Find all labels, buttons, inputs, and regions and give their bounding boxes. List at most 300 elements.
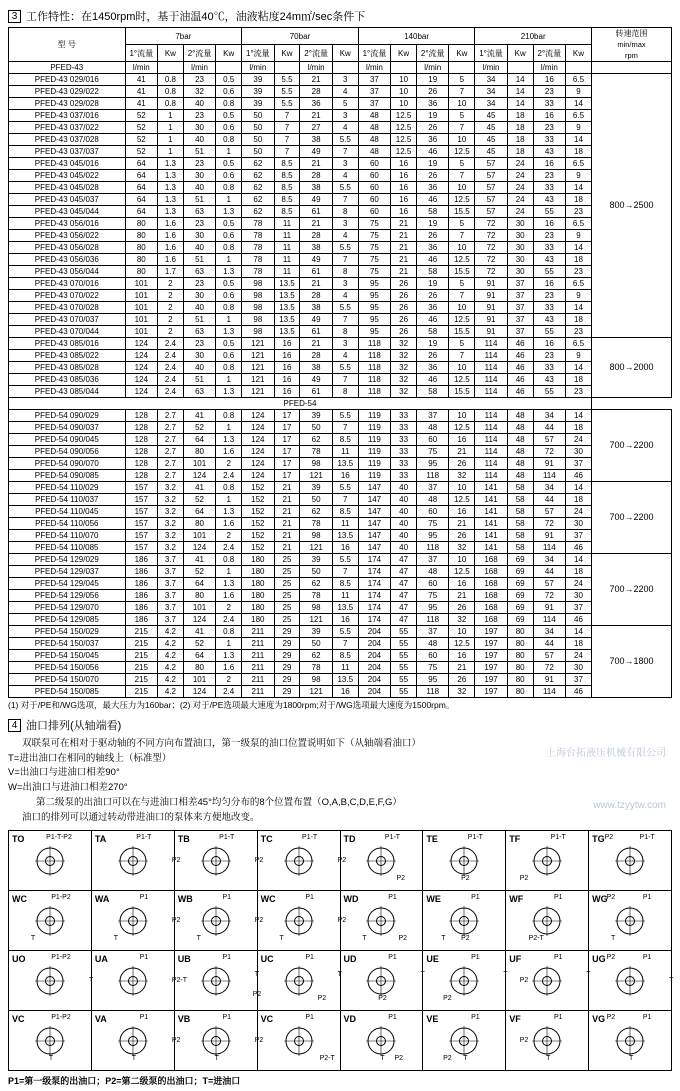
- cell-value: 51: [183, 374, 215, 386]
- cell-value: 61: [300, 266, 332, 278]
- cell-value: 37: [566, 458, 592, 470]
- cell-value: 78: [242, 230, 274, 242]
- cell-value: 15.5: [449, 206, 475, 218]
- cell-value: 14: [566, 362, 592, 374]
- cell-model: PFED-54 150/045: [9, 650, 126, 662]
- port-dial-icon: [282, 844, 316, 878]
- port-code: WC: [260, 894, 276, 905]
- cell-value: 1.3: [216, 434, 242, 446]
- table-row: [9, 434, 672, 446]
- speed-range-unit: min/max: [617, 40, 646, 49]
- cell-value: 46: [507, 338, 533, 350]
- cell-value: 25: [274, 590, 300, 602]
- cell-value: 57: [533, 506, 565, 518]
- cell-value: 61: [300, 206, 332, 218]
- table-row: [9, 122, 672, 134]
- cell-value: 23: [183, 74, 215, 86]
- col-group-210bar: 210bar: [475, 28, 592, 45]
- table-row: [9, 602, 672, 614]
- cell-value: 58: [417, 326, 449, 338]
- cell-value: 46: [417, 374, 449, 386]
- port-dial-icon: [530, 904, 564, 938]
- cell-value: 23: [566, 206, 592, 218]
- cell-model: PFED-43 037/022: [9, 122, 126, 134]
- cell-value: 21: [391, 218, 417, 230]
- cell-value: 48: [358, 110, 390, 122]
- port-dial-icon: [282, 964, 316, 998]
- port-label: T: [610, 935, 616, 943]
- cell-value: 39: [242, 86, 274, 98]
- cell-value: 21: [449, 590, 475, 602]
- port-row: [9, 831, 672, 891]
- cell-value: 23: [183, 338, 215, 350]
- cell-value: 46: [507, 362, 533, 374]
- cell-value: 12.5: [391, 146, 417, 158]
- cell-value: 72: [533, 518, 565, 530]
- cell-value: 0.8: [216, 410, 242, 422]
- table-row: [9, 278, 672, 290]
- table-row: [9, 398, 672, 410]
- cell-value: 32: [449, 542, 475, 554]
- cell-value: 114: [475, 374, 507, 386]
- cell-value: 121: [242, 338, 274, 350]
- port-dial-icon: [364, 904, 398, 938]
- port-label: P1-T-P2: [46, 834, 72, 842]
- cell-value: 64: [183, 578, 215, 590]
- cell-value: 186: [125, 602, 157, 614]
- port-code: WA: [94, 894, 110, 905]
- cell-value: 11: [274, 218, 300, 230]
- cell-value: 36: [417, 362, 449, 374]
- cell-value: 21: [391, 254, 417, 266]
- cell-value: 26: [391, 314, 417, 326]
- cell-value: 13.5: [332, 530, 358, 542]
- port-dial-icon: [447, 844, 481, 878]
- cell-value: 19: [417, 74, 449, 86]
- cell-value: 30: [507, 254, 533, 266]
- port-cell-vg: [589, 1011, 672, 1071]
- cell-value: 7: [332, 254, 358, 266]
- port-label: P1: [642, 1014, 652, 1022]
- port-label: P1-T: [219, 834, 235, 842]
- cell-value: 41: [125, 86, 157, 98]
- table-row: [9, 674, 672, 686]
- table-row: [9, 386, 672, 398]
- cell-value: 36: [417, 98, 449, 110]
- cell-value: 18: [507, 122, 533, 134]
- port-dial-icon: [447, 1024, 481, 1058]
- table-row: [9, 422, 672, 434]
- cell-value: 30: [507, 242, 533, 254]
- cell-model: PFED-43 070/044: [9, 326, 126, 338]
- port-label: P1-P2: [51, 954, 71, 962]
- cell-value: 91: [475, 278, 507, 290]
- col-group-140bar: 140bar: [358, 28, 475, 45]
- cell-value: 30: [566, 662, 592, 674]
- col-model: 型 号: [9, 28, 126, 62]
- cell-value: 0.6: [216, 86, 242, 98]
- cell-value: 57: [475, 206, 507, 218]
- cell-value: 29: [274, 662, 300, 674]
- cell-value: 8: [332, 326, 358, 338]
- cell-value: 80: [183, 662, 215, 674]
- cell-value: 80: [507, 638, 533, 650]
- cell-value: 1: [157, 146, 183, 158]
- table-row: [9, 86, 672, 98]
- cell-value: 12.5: [449, 254, 475, 266]
- cell-value: 16: [449, 578, 475, 590]
- cell-value: 124: [183, 542, 215, 554]
- cell-value: 26: [449, 602, 475, 614]
- cell-value: 58: [507, 542, 533, 554]
- cell-value: 16: [533, 74, 565, 86]
- port-desc-line-4: W=出油口与进油口相差270°: [8, 782, 128, 794]
- cell-value: 186: [125, 590, 157, 602]
- cell-value: 1: [157, 122, 183, 134]
- cell-value: 28: [300, 350, 332, 362]
- cell-value: 60: [358, 194, 390, 206]
- cell-value: 37: [417, 554, 449, 566]
- cell-value: 78: [300, 662, 332, 674]
- table-header-row-1: [9, 28, 672, 45]
- port-label: T: [420, 971, 425, 979]
- cell-value: 44: [533, 494, 565, 506]
- cell-value: 57: [475, 194, 507, 206]
- cell-value: 16: [533, 278, 565, 290]
- cell-value: 60: [358, 158, 390, 170]
- cell-value: 23: [533, 230, 565, 242]
- cell-value: 16: [391, 170, 417, 182]
- cell-value: 50: [242, 122, 274, 134]
- cell-value: 0.6: [216, 122, 242, 134]
- cell-value: 34: [475, 98, 507, 110]
- port-dial-icon: [33, 964, 67, 998]
- table-row: [9, 170, 672, 182]
- cell-value: 48: [507, 410, 533, 422]
- port-desc-line-2: T=进出油口在相同的轴线上（标准型）: [8, 752, 172, 764]
- cell-value: 46: [566, 542, 592, 554]
- cell-value: 52: [183, 494, 215, 506]
- cell-value: 7: [332, 194, 358, 206]
- port-label: P1: [642, 954, 652, 962]
- cell-value: 95: [358, 302, 390, 314]
- cell-value: 211: [242, 626, 274, 638]
- cell-value: 30: [183, 122, 215, 134]
- cell-value: 101: [125, 302, 157, 314]
- port-label: P2: [606, 894, 616, 902]
- cell-value: 1: [216, 494, 242, 506]
- cell-value: 19: [417, 218, 449, 230]
- port-legend: P1=第一级泵的出油口；P2=第二级泵的出油口；T=进油口: [8, 1076, 241, 1087]
- cell-value: 57: [475, 182, 507, 194]
- port-label: T: [380, 1055, 385, 1063]
- cell-value: 16: [274, 338, 300, 350]
- port-code: WF: [509, 894, 524, 905]
- cell-value: 52: [183, 422, 215, 434]
- port-cell-te: [423, 831, 506, 891]
- cell-value: 121: [242, 386, 274, 398]
- cell-value: 13.5: [274, 290, 300, 302]
- col-unit-0-1: [157, 62, 183, 74]
- cell-value: 38: [300, 362, 332, 374]
- cell-value: 40: [183, 302, 215, 314]
- port-label: P1: [471, 1014, 480, 1022]
- cell-value: 60: [358, 206, 390, 218]
- cell-value: 29: [274, 626, 300, 638]
- cell-model: PFED-54 110/085: [9, 542, 126, 554]
- cell-value: 14: [566, 242, 592, 254]
- col-group-7bar: 7bar: [125, 28, 242, 45]
- cell-value: 7: [332, 314, 358, 326]
- section-3-number: 3: [8, 10, 21, 23]
- cell-value: 17: [274, 470, 300, 482]
- col-sub-2-1: Kw: [391, 45, 417, 62]
- cell-value: 128: [125, 470, 157, 482]
- port-label: P2: [394, 1055, 404, 1063]
- cell-value: 38: [300, 242, 332, 254]
- cell-value: 124: [242, 470, 274, 482]
- cell-value: 5.5: [332, 554, 358, 566]
- cell-value: 9: [566, 170, 592, 182]
- cell-value: 157: [125, 494, 157, 506]
- cell-value: 50: [300, 422, 332, 434]
- cell-value: 95: [417, 530, 449, 542]
- port-label: T: [279, 935, 284, 943]
- cell-value: 95: [417, 458, 449, 470]
- port-code: UE: [426, 954, 439, 965]
- cell-value: 5.5: [332, 182, 358, 194]
- port-label: P1-T: [384, 834, 401, 842]
- cell-value: 5.5: [332, 242, 358, 254]
- port-label: P1: [388, 894, 397, 902]
- cell-value: 2.7: [157, 410, 183, 422]
- cell-model: PFED-43 085/028: [9, 362, 126, 374]
- cell-value: 0.8: [216, 182, 242, 194]
- cell-value: 64: [125, 194, 157, 206]
- cell-value: 21: [300, 338, 332, 350]
- cell-value: 25: [274, 554, 300, 566]
- cell-value: 26: [417, 170, 449, 182]
- cell-value: 118: [358, 374, 390, 386]
- port-dial-icon: [613, 844, 647, 878]
- cell-value: 101: [125, 326, 157, 338]
- col-sub-3-1: Kw: [507, 45, 533, 62]
- cell-value: 46: [417, 254, 449, 266]
- table-row: [9, 302, 672, 314]
- port-label: T: [463, 1055, 468, 1063]
- port-code: VB: [177, 1014, 191, 1025]
- cell-value: 40: [183, 182, 215, 194]
- cell-value: 91: [533, 458, 565, 470]
- cell-model: PFED-54 129/085: [9, 614, 126, 626]
- col-sub-2-0: 1°流量: [358, 45, 390, 62]
- section-4-title: 油口排列(从轴端看): [26, 720, 122, 733]
- cell-value: 37: [358, 98, 390, 110]
- cell-value: 128: [125, 434, 157, 446]
- cell-value: 3: [332, 158, 358, 170]
- cell-value: 211: [242, 638, 274, 650]
- cell-value: 2.4: [216, 470, 242, 482]
- cell-value: 121: [242, 374, 274, 386]
- col-sub-1-0: 1°流量: [242, 45, 274, 62]
- cell-value: 118: [358, 362, 390, 374]
- col-sub-1-2: 2°流量: [300, 45, 332, 62]
- cell-value: 19: [417, 278, 449, 290]
- cell-value: 16: [391, 158, 417, 170]
- cell-value: 30: [183, 170, 215, 182]
- port-label: P2: [519, 875, 529, 883]
- port-label: T: [214, 1055, 219, 1063]
- port-label: P2: [519, 1037, 529, 1045]
- cell-value: 75: [358, 266, 390, 278]
- cell-value: 37: [507, 314, 533, 326]
- cell-model: PFED-43 029/016: [9, 74, 126, 86]
- cell-value: 101: [183, 602, 215, 614]
- cell-value: 3.7: [157, 578, 183, 590]
- cell-value: 58: [417, 386, 449, 398]
- cell-value: 98: [300, 602, 332, 614]
- cell-value: 43: [533, 254, 565, 266]
- cell-value: 2: [216, 458, 242, 470]
- table-row: [9, 194, 672, 206]
- port-code: VG: [592, 1014, 606, 1025]
- cell-value: 7: [332, 638, 358, 650]
- port-label: P1: [222, 894, 232, 902]
- cell-value: 16: [274, 350, 300, 362]
- cell-value: 28: [300, 290, 332, 302]
- port-cell-uf: [506, 951, 589, 1011]
- cell-value: 5.5: [332, 302, 358, 314]
- cell-value: 32: [391, 362, 417, 374]
- cell-value: 33: [391, 458, 417, 470]
- port-code: UG: [592, 954, 606, 965]
- cell-value: 180: [242, 602, 274, 614]
- cell-value: 8.5: [274, 182, 300, 194]
- port-label: T: [362, 935, 367, 943]
- port-dial-icon: [282, 1024, 316, 1058]
- cell-value: 2: [157, 314, 183, 326]
- cell-value: 23: [566, 326, 592, 338]
- cell-value: 118: [358, 350, 390, 362]
- port-dial-icon: [613, 904, 647, 938]
- cell-value: 1: [157, 110, 183, 122]
- port-label: P2: [254, 1037, 264, 1045]
- port-label: P1-T: [467, 834, 483, 842]
- cell-value: 124: [242, 434, 274, 446]
- cell-value: 147: [358, 518, 390, 530]
- cell-value: 1.3: [216, 578, 242, 590]
- port-label: T: [30, 935, 36, 943]
- cell-value: 57: [533, 650, 565, 662]
- port-code: VC: [260, 1014, 274, 1025]
- port-code: TF: [509, 834, 521, 845]
- cell-value: 43: [533, 146, 565, 158]
- cell-value: 9: [566, 290, 592, 302]
- port-label: T: [196, 935, 201, 943]
- cell-value: 34: [533, 410, 565, 422]
- cell-value: 2.7: [157, 458, 183, 470]
- port-dial-icon: [33, 844, 67, 878]
- cell-value: 14: [566, 410, 592, 422]
- port-label: P2: [171, 917, 181, 925]
- cell-value: 204: [358, 686, 390, 698]
- cell-value: 10: [449, 626, 475, 638]
- port-desc-line-1: 双联泵可在相对于驱动轴的不同方向布置油口，第一级泵的油口位置说明如下（从轴端看油口）: [22, 738, 422, 750]
- cell-model: PFED-43 085/044: [9, 386, 126, 398]
- cell-model: PFED-54 090/045: [9, 434, 126, 446]
- cell-value: 55: [391, 662, 417, 674]
- cell-value: 62: [242, 158, 274, 170]
- cell-value: 5: [449, 218, 475, 230]
- col-group-70bar: 70bar: [242, 28, 359, 45]
- cell-value: 62: [300, 506, 332, 518]
- cell-value: 98: [242, 326, 274, 338]
- port-cell-we: [423, 891, 506, 951]
- cell-value: 17: [274, 422, 300, 434]
- cell-value: 51: [183, 194, 215, 206]
- cell-value: 118: [358, 386, 390, 398]
- cell-value: 8: [332, 386, 358, 398]
- cell-value: 25: [274, 614, 300, 626]
- table-row: [9, 518, 672, 530]
- cell-value: 15.5: [449, 386, 475, 398]
- col-sub-0-0: 1°流量: [125, 45, 157, 62]
- cell-value: 33: [533, 242, 565, 254]
- cell-value: 204: [358, 650, 390, 662]
- cell-value: 60: [417, 650, 449, 662]
- cell-value: 60: [417, 434, 449, 446]
- cell-value: 64: [125, 170, 157, 182]
- port-label: P1: [471, 954, 480, 962]
- port-code: TD: [343, 834, 356, 845]
- cell-value: 30: [507, 230, 533, 242]
- cell-value: 51: [183, 254, 215, 266]
- col-sub-0-2: 2°流量: [183, 45, 215, 62]
- table-row: [9, 542, 672, 554]
- cell-value: 1.3: [157, 158, 183, 170]
- cell-value: 101: [183, 458, 215, 470]
- cell-value: 124: [125, 386, 157, 398]
- cell-value: 18: [566, 146, 592, 158]
- port-cell-ub: [171, 951, 262, 1011]
- cell-value: 7: [449, 170, 475, 182]
- cell-value: 5.5: [274, 86, 300, 98]
- port-desc-line-5: 第二级泵的出油口可以在与进油口相差45°均匀分布的8个位置布置（O,A,B,C,D,E,F,G）: [36, 796, 402, 808]
- cell-value: 101: [125, 290, 157, 302]
- cell-value: 16: [332, 614, 358, 626]
- cell-value: 12.5: [449, 566, 475, 578]
- cell-value: 101: [183, 674, 215, 686]
- cell-value: 33: [533, 362, 565, 374]
- port-label: P2: [398, 935, 408, 943]
- cell-value: 16: [533, 158, 565, 170]
- cell-value: 78: [242, 218, 274, 230]
- cell-value: 50: [300, 638, 332, 650]
- cell-value: 3.7: [157, 554, 183, 566]
- cell-value: 114: [475, 338, 507, 350]
- cell-value: 21: [300, 110, 332, 122]
- cell-value: 114: [475, 470, 507, 482]
- cell-model: PFED-54 150/070: [9, 674, 126, 686]
- port-code: TA: [94, 834, 107, 845]
- col-unit-2-2: l/min: [417, 62, 449, 74]
- port-label: T: [48, 1055, 54, 1063]
- port-code: TO: [12, 834, 25, 845]
- port-label: P1: [305, 894, 314, 902]
- cell-value: 23: [533, 170, 565, 182]
- cell-value: 37: [566, 530, 592, 542]
- port-label: P2: [254, 917, 264, 925]
